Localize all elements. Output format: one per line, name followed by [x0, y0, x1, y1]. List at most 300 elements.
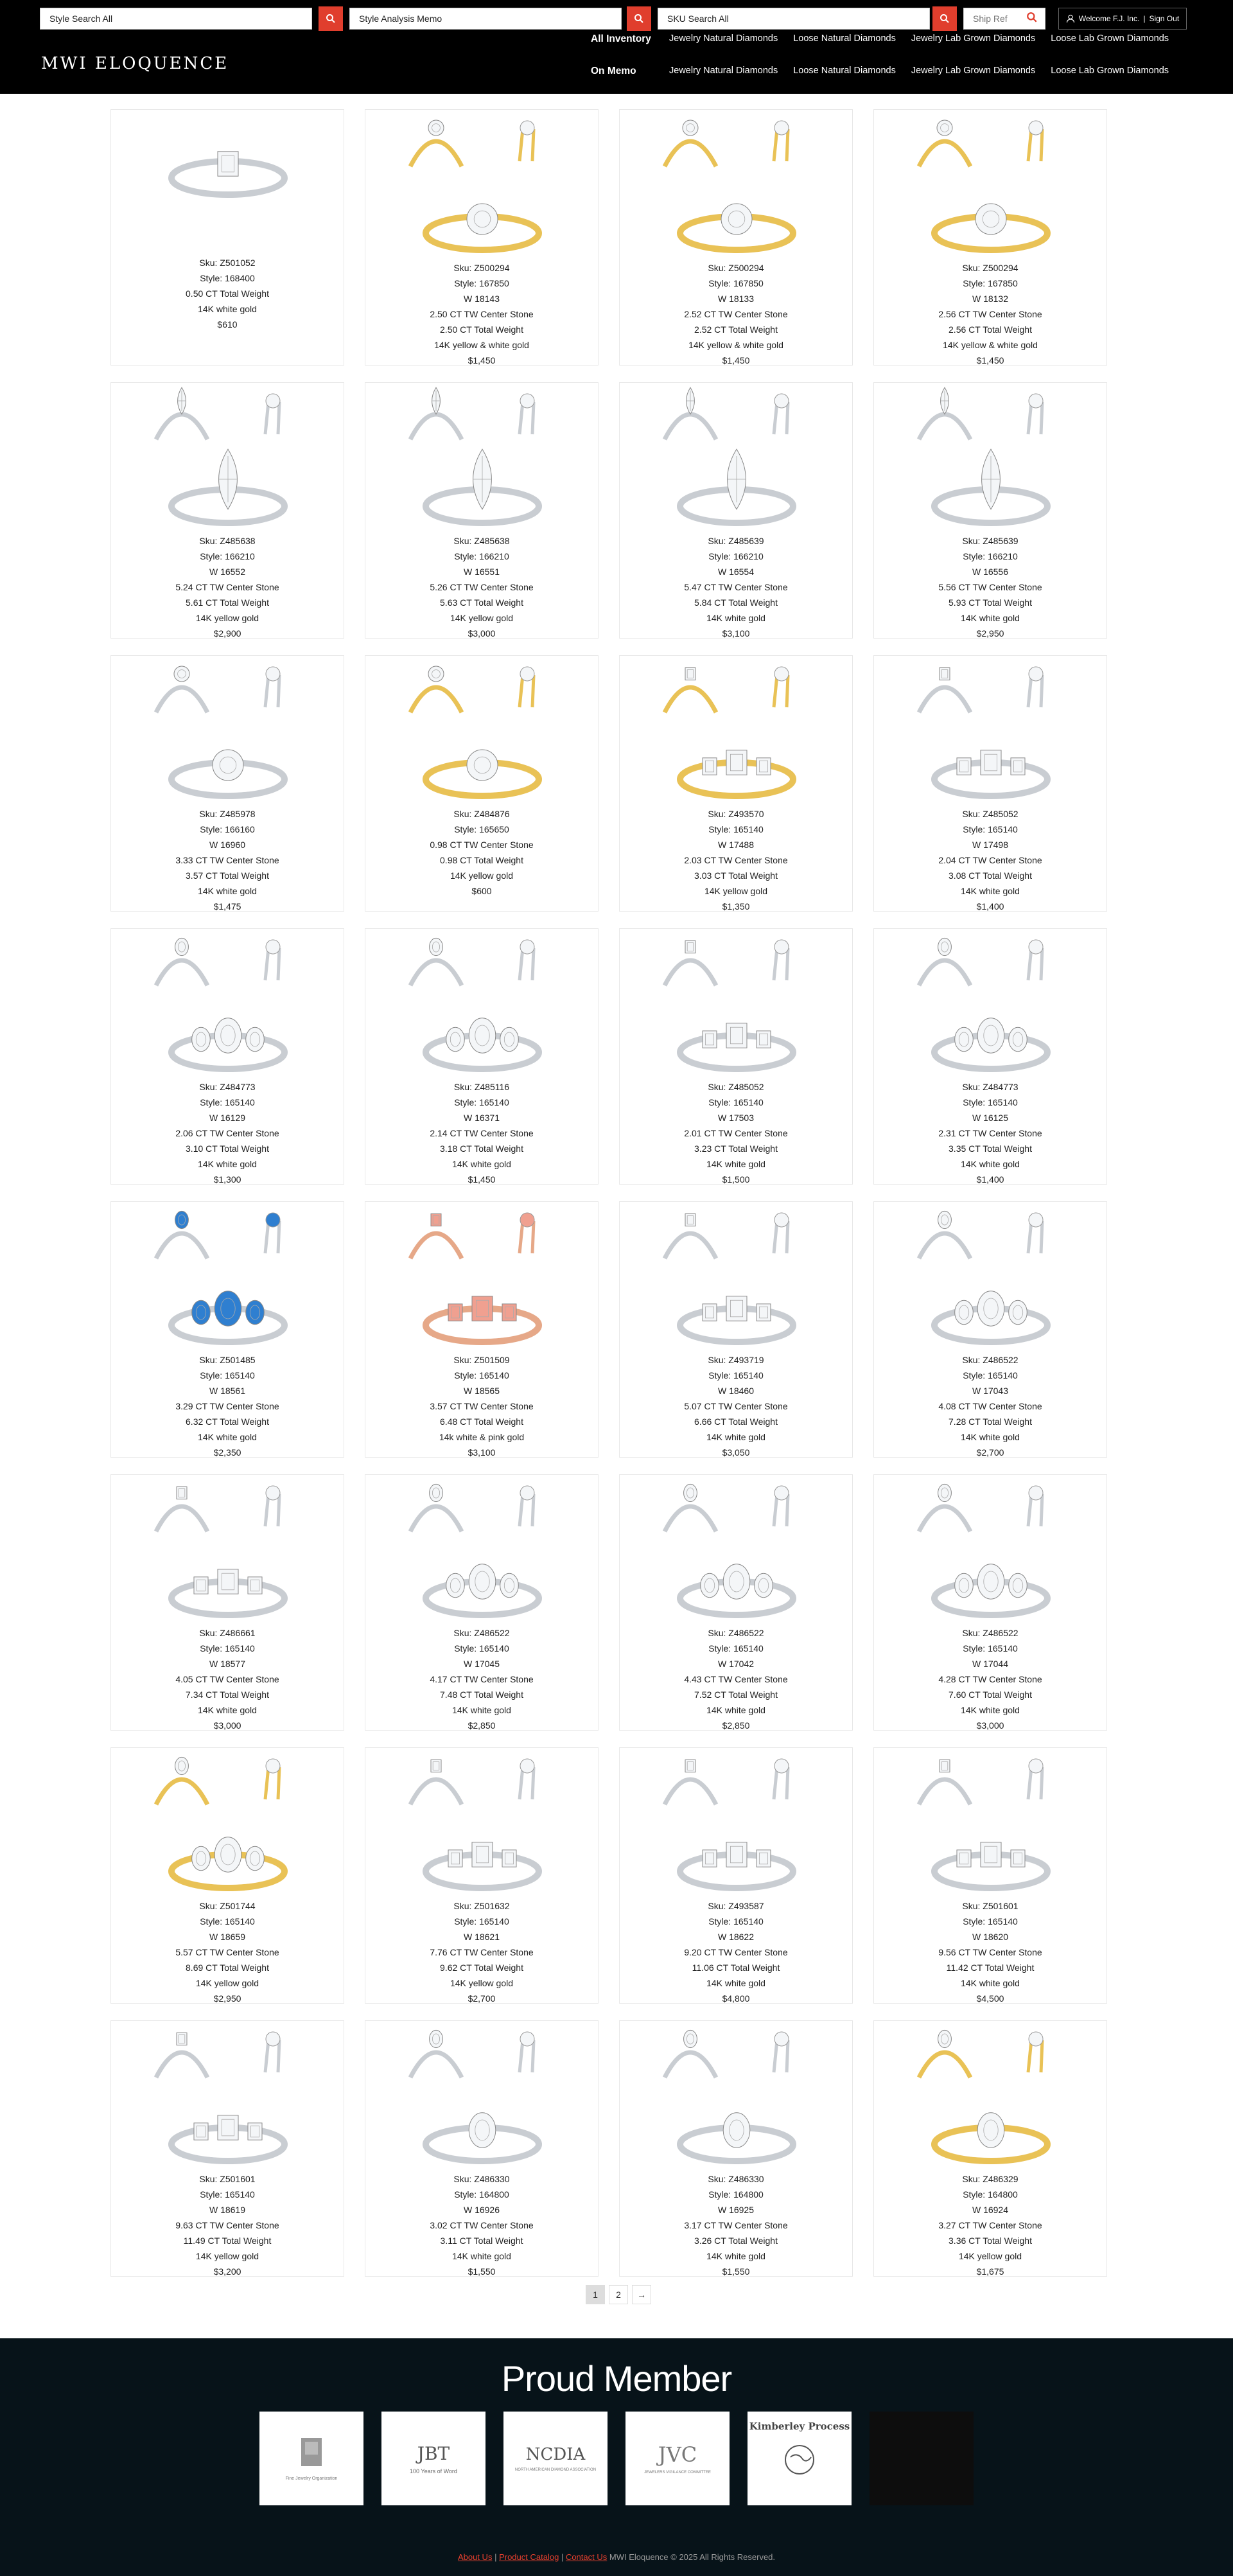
product-sku: Sku: Z486522	[453, 1628, 510, 1638]
ring-image[interactable]	[365, 383, 599, 531]
ring-image[interactable]	[365, 1748, 599, 1896]
ring-image[interactable]	[111, 1748, 345, 1896]
ring-image[interactable]	[365, 656, 599, 804]
product-sku: Sku: Z493570	[708, 809, 764, 819]
ring-image[interactable]	[620, 929, 853, 1077]
company-logo[interactable]: Fine Jewelry Organization	[259, 2412, 363, 2505]
product-sku: Sku: Z501744	[199, 1901, 256, 1911]
product-sku: Sku: Z500294	[962, 263, 1019, 273]
style-search-input[interactable]	[40, 8, 311, 29]
product-card[interactable]	[619, 109, 853, 366]
ring-image[interactable]	[111, 656, 345, 804]
product-detail-line: 2.50 CT TW Center Stone	[430, 309, 534, 319]
ring-image[interactable]	[874, 383, 1108, 531]
product-sku: Sku: Z485638	[199, 536, 256, 546]
product-detail-line: 5.47 CT TW Center Stone	[684, 582, 788, 592]
nav-all-inventory[interactable]: All Inventory	[591, 33, 651, 44]
product-detail-line: 4.05 CT TW Center Stone	[175, 1674, 279, 1684]
product-detail-line: 6.48 CT Total Weight	[440, 1416, 523, 1427]
nav-link[interactable]: Loose Natural Diamonds	[793, 66, 896, 76]
ncdia-logo[interactable]: NCDIA NORTH AMERICAN DIAMOND ASSOCIATION	[503, 2412, 608, 2505]
product-details	[365, 2171, 598, 2279]
product-details	[874, 1898, 1106, 2006]
welcome-text: Welcome F.J. Inc.	[1078, 14, 1140, 23]
sku-search-button[interactable]	[932, 6, 957, 31]
search-icon	[1026, 12, 1038, 23]
product-card[interactable]	[365, 382, 599, 639]
product-card[interactable]	[110, 382, 344, 639]
product-style: Style: 165140	[200, 2189, 255, 2200]
product-detail-line: W 16924	[972, 2205, 1009, 2215]
search-icon	[940, 13, 950, 24]
product-detail-line: 5.57 CT TW Center Stone	[175, 1947, 279, 1957]
product-style: Style: 165140	[454, 1370, 509, 1381]
product-detail-line: 11.49 CT Total Weight	[183, 2236, 272, 2246]
product-card[interactable]	[619, 382, 853, 639]
product-price: $1,300	[213, 1174, 241, 1185]
product-price: $4,800	[722, 1993, 750, 2004]
product-detail-line: 3.02 CT TW Center Stone	[430, 2220, 534, 2230]
contact-us-link[interactable]: Contact Us	[565, 2552, 608, 2562]
product-detail-line: 5.63 CT Total Weight	[440, 597, 523, 608]
product-detail-line: 4.28 CT TW Center Stone	[938, 1674, 1042, 1684]
page-2-button[interactable]: 2	[609, 2285, 628, 2304]
product-detail-line: W 17045	[463, 1659, 500, 1669]
product-card[interactable]	[365, 928, 599, 1185]
product-detail-line: W 17498	[972, 840, 1009, 850]
product-style: Style: 167850	[708, 278, 764, 288]
nav-link[interactable]: Jewelry Lab Grown Diamonds	[911, 33, 1036, 44]
product-detail-line: W 16552	[209, 567, 246, 577]
product-detail-line: W 18143	[463, 294, 500, 304]
product-card[interactable]	[110, 2020, 344, 2277]
product-detail-line: 14K yellow gold	[450, 613, 514, 623]
product-detail-line: 14K white gold	[198, 1432, 257, 1442]
dark-logo[interactable]	[870, 2412, 974, 2505]
product-style: Style: 165140	[200, 1916, 255, 1927]
product-price: $1,450	[468, 1174, 496, 1185]
header	[0, 0, 1233, 94]
product-detail-line: 7.28 CT Total Weight	[949, 1416, 1032, 1427]
product-details	[365, 533, 598, 641]
user-menu	[1058, 8, 1187, 30]
product-style: Style: 166210	[200, 551, 255, 561]
product-card[interactable]	[873, 1747, 1107, 2004]
product-detail-line: 5.61 CT Total Weight	[186, 597, 269, 608]
product-details	[111, 255, 344, 332]
style-search-field[interactable]	[40, 8, 312, 30]
product-details	[874, 1625, 1106, 1733]
product-detail-line: W 18620	[972, 1932, 1009, 1942]
next-page-button[interactable]: →	[632, 2285, 651, 2304]
product-sku: Sku: Z501052	[199, 258, 256, 268]
ring-image[interactable]	[111, 110, 345, 258]
product-card[interactable]	[110, 928, 344, 1185]
product-card[interactable]	[619, 655, 853, 912]
ring-image[interactable]	[874, 656, 1108, 804]
ring-image[interactable]	[365, 2021, 599, 2169]
ring-image[interactable]	[365, 110, 599, 258]
product-card[interactable]	[110, 655, 344, 912]
product-sku: Sku: Z493587	[708, 1901, 764, 1911]
ring-image[interactable]	[620, 110, 853, 258]
ring-image[interactable]	[111, 2021, 345, 2169]
separator: |	[1143, 14, 1146, 23]
product-price: $2,900	[213, 628, 241, 639]
ring-image[interactable]	[111, 929, 345, 1077]
product-sku: Sku: Z501601	[962, 1901, 1019, 1911]
product-price: $2,700	[468, 1993, 496, 2004]
product-detail-line: 14K white gold	[198, 1159, 257, 1169]
product-style: Style: 165140	[454, 1097, 509, 1107]
product-card[interactable]	[365, 2020, 599, 2277]
ring-image[interactable]	[111, 1475, 345, 1623]
product-card[interactable]	[110, 1747, 344, 2004]
product-card[interactable]	[365, 1474, 599, 1731]
product-detail-line: 2.06 CT TW Center Stone	[175, 1128, 279, 1138]
product-details	[620, 806, 852, 914]
product-card[interactable]	[365, 109, 599, 366]
product-detail-line: W 16554	[717, 567, 755, 577]
ring-image[interactable]	[874, 1475, 1108, 1623]
product-details	[365, 1898, 598, 2006]
style-analysis-input[interactable]	[350, 8, 621, 29]
ring-image[interactable]	[874, 110, 1108, 258]
style-analysis-search-button[interactable]	[627, 6, 651, 31]
product-detail-line: W 16551	[463, 567, 500, 577]
product-detail-line: 14K white gold	[706, 1978, 765, 1988]
search-icon	[634, 13, 644, 24]
product-detail-line: 9.56 CT TW Center Stone	[938, 1947, 1042, 1957]
product-detail-line: 3.26 CT Total Weight	[694, 2236, 778, 2246]
product-detail-line: 14K yellow & white gold	[688, 340, 783, 350]
product-sku: Sku: Z500294	[453, 263, 510, 273]
product-style: Style: 165140	[708, 1097, 764, 1107]
product-details	[620, 1079, 852, 1187]
ring-image[interactable]	[874, 929, 1108, 1077]
product-detail-line: 3.10 CT Total Weight	[186, 1143, 269, 1154]
ring-image[interactable]	[365, 1202, 599, 1350]
product-detail-line: 0.98 CT Total Weight	[440, 855, 523, 865]
product-detail-line: W 18133	[717, 294, 755, 304]
ring-image[interactable]	[620, 656, 853, 804]
ring-image[interactable]	[111, 1202, 345, 1350]
style-search-button[interactable]	[319, 6, 343, 31]
product-price: $2,700	[976, 1447, 1004, 1458]
product-card[interactable]	[873, 655, 1107, 912]
product-sku: Sku: Z486330	[453, 2174, 510, 2184]
copyright-text: MWI Eloquence © 2025 All Rights Reserved.	[609, 2552, 776, 2562]
product-detail-line: 9.20 CT TW Center Stone	[684, 1947, 788, 1957]
product-card[interactable]	[365, 1201, 599, 1458]
product-price: $2,950	[213, 1993, 241, 2004]
product-detail-line: W 16960	[209, 840, 246, 850]
sku-search-input[interactable]	[658, 8, 929, 29]
product-detail-line: 8.69 CT Total Weight	[186, 1963, 269, 1973]
product-detail-line: 7.52 CT Total Weight	[694, 1689, 778, 1700]
product-card[interactable]	[873, 1474, 1107, 1731]
product-detail-line: 4.17 CT TW Center Stone	[430, 1674, 534, 1684]
product-sku: Sku: Z485639	[708, 536, 764, 546]
product-style: Style: 166210	[963, 551, 1018, 561]
ring-image[interactable]	[365, 929, 599, 1077]
ring-image[interactable]	[620, 1202, 853, 1350]
product-detail-line: 14K white gold	[706, 1432, 765, 1442]
ring-image[interactable]	[874, 2021, 1108, 2169]
jvc-logo[interactable]: JVC JEWELERS VIGILANCE COMMITTEE	[625, 2412, 730, 2505]
product-price: $610	[217, 319, 238, 330]
nav-link[interactable]: Jewelry Lab Grown Diamonds	[911, 66, 1036, 76]
product-detail-line: 14K yellow gold	[195, 1978, 259, 1988]
product-detail-line: 3.33 CT TW Center Stone	[175, 855, 279, 865]
product-sku: Sku: Z485052	[962, 809, 1019, 819]
product-detail-line: W 16925	[717, 2205, 755, 2215]
jbt-logo[interactable]: JBT 100 Years of Word	[381, 2412, 485, 2505]
product-details	[620, 533, 852, 641]
product-grid	[110, 109, 1107, 2277]
product-detail-line: 9.63 CT TW Center Stone	[175, 2220, 279, 2230]
product-price: $1,550	[468, 2266, 496, 2277]
product-detail-line: 3.35 CT Total Weight	[949, 1143, 1032, 1154]
product-details	[365, 1625, 598, 1733]
product-card[interactable]	[873, 1201, 1107, 1458]
product-detail-line: 14K white gold	[452, 2251, 511, 2261]
ring-image[interactable]	[111, 383, 345, 531]
product-price: $1,350	[722, 901, 750, 912]
product-detail-line: 14K yellow gold	[450, 870, 514, 881]
nav-link[interactable]: Loose Lab Grown Diamonds	[1051, 66, 1169, 76]
product-price: $2,950	[976, 628, 1004, 639]
product-sku: Sku: Z485052	[708, 1082, 764, 1092]
product-card[interactable]	[619, 928, 853, 1185]
product-detail-line: 14K white gold	[961, 886, 1020, 896]
product-price: $1,400	[976, 901, 1004, 912]
ring-image[interactable]	[620, 2021, 853, 2169]
product-detail-line: W 18621	[463, 1932, 500, 1942]
product-card[interactable]	[619, 2020, 853, 2277]
product-detail-line: W 16556	[972, 567, 1009, 577]
product-detail-line: 3.11 CT Total Weight	[440, 2236, 523, 2246]
product-detail-line: 3.57 CT Total Weight	[186, 870, 269, 881]
product-card[interactable]	[873, 382, 1107, 639]
product-detail-line: 11.06 CT Total Weight	[692, 1963, 780, 1973]
product-details	[874, 533, 1106, 641]
product-card[interactable]	[873, 109, 1107, 366]
nav-row-all-inventory	[591, 33, 1169, 46]
product-detail-line: 14K white gold	[961, 1978, 1020, 1988]
product-detail-line: 14K yellow gold	[958, 2251, 1022, 2261]
product-price: $3,000	[976, 1720, 1004, 1731]
product-details	[874, 806, 1106, 914]
product-card[interactable]	[110, 109, 344, 366]
sku-search-field[interactable]	[658, 8, 930, 30]
product-price: $2,350	[213, 1447, 241, 1458]
style-analysis-field[interactable]	[349, 8, 622, 30]
product-detail-line: 3.08 CT Total Weight	[949, 870, 1032, 881]
product-card[interactable]	[619, 1474, 853, 1731]
product-detail-line: 14K yellow gold	[704, 886, 768, 896]
product-detail-line: 3.57 CT TW Center Stone	[430, 1401, 534, 1411]
product-detail-line: 2.01 CT TW Center Stone	[684, 1128, 788, 1138]
product-card[interactable]	[873, 2020, 1107, 2277]
product-detail-line: W 17043	[972, 1386, 1009, 1396]
product-style: Style: 165140	[454, 1916, 509, 1927]
product-style: Style: 165140	[708, 1916, 764, 1927]
product-detail-line: 4.08 CT TW Center Stone	[938, 1401, 1042, 1411]
product-detail-line: 14K yellow gold	[195, 2251, 259, 2261]
product-details	[365, 260, 598, 368]
ring-image[interactable]	[620, 1748, 853, 1896]
product-style: Style: 165140	[708, 824, 764, 834]
pagination	[586, 2285, 651, 2304]
product-card[interactable]	[619, 1201, 853, 1458]
product-catalog-link[interactable]: Product Catalog	[499, 2552, 559, 2562]
product-detail-line: 2.56 CT TW Center Stone	[938, 309, 1042, 319]
product-detail-line: 2.04 CT TW Center Stone	[938, 855, 1042, 865]
product-card[interactable]	[365, 1747, 599, 2004]
site-logo[interactable]: MWI ELOQUENCE	[41, 54, 229, 73]
product-detail-line: 14K white gold	[961, 613, 1020, 623]
product-detail-line: 2.14 CT TW Center Stone	[430, 1128, 534, 1138]
product-style: Style: 167850	[963, 278, 1018, 288]
product-detail-line: 5.26 CT TW Center Stone	[430, 582, 534, 592]
product-price: $3,000	[468, 628, 496, 639]
nav-link[interactable]: Loose Lab Grown Diamonds	[1051, 33, 1169, 44]
product-detail-line: 2.03 CT TW Center Stone	[684, 855, 788, 865]
product-price: $2,850	[722, 1720, 750, 1731]
product-detail-line: W 18622	[717, 1932, 755, 1942]
product-detail-line: W 17488	[717, 840, 755, 850]
product-card[interactable]	[110, 1201, 344, 1458]
product-card[interactable]	[619, 1747, 853, 2004]
product-detail-line: 14K white gold	[961, 1705, 1020, 1715]
product-details	[874, 1079, 1106, 1187]
product-detail-line: W 18565	[463, 1386, 500, 1396]
search-icon	[326, 13, 336, 24]
product-detail-line: 7.60 CT Total Weight	[949, 1689, 1032, 1700]
product-detail-line: 3.27 CT TW Center Stone	[938, 2220, 1042, 2230]
product-price: $1,675	[976, 2266, 1004, 2277]
product-detail-line: 14K white gold	[961, 1432, 1020, 1442]
product-details	[111, 1079, 344, 1187]
product-details	[111, 533, 344, 641]
ring-image[interactable]	[874, 1202, 1108, 1350]
product-price: $1,450	[722, 355, 750, 366]
product-price: $4,500	[976, 1993, 1004, 2004]
product-style: Style: 164800	[454, 2189, 509, 2200]
ring-image[interactable]	[620, 1475, 853, 1623]
product-detail-line: 5.93 CT Total Weight	[949, 597, 1032, 608]
product-detail-line: W 16129	[209, 1113, 246, 1123]
product-detail-line: 2.56 CT Total Weight	[949, 324, 1032, 335]
product-style: Style: 164800	[708, 2189, 764, 2200]
nav-row-on-memo	[591, 66, 1169, 78]
product-detail-line: 3.29 CT TW Center Stone	[175, 1401, 279, 1411]
product-detail-line: 6.66 CT Total Weight	[694, 1416, 778, 1427]
product-card[interactable]	[110, 1474, 344, 1731]
product-detail-line: 14K white gold	[706, 1705, 765, 1715]
product-details	[111, 2171, 344, 2279]
product-price: $1,450	[976, 355, 1004, 366]
product-style: Style: 165140	[963, 824, 1018, 834]
product-detail-line: 2.50 CT Total Weight	[440, 324, 523, 335]
product-detail-line: W 17503	[717, 1113, 755, 1123]
product-price: $1,475	[213, 901, 241, 912]
product-sku: Sku: Z500294	[708, 263, 764, 273]
product-style: Style: 165140	[200, 1370, 255, 1381]
ring-image[interactable]	[620, 383, 853, 531]
kimberley-process-logo[interactable]: Kimberley Process	[748, 2412, 852, 2505]
product-details	[111, 1898, 344, 2006]
product-style: Style: 168400	[200, 273, 255, 283]
nav-link[interactable]: Jewelry Natural Diamonds	[669, 33, 778, 44]
product-detail-line: 14K yellow gold	[195, 613, 259, 623]
product-detail-line: 2.52 CT TW Center Stone	[684, 309, 788, 319]
product-style: Style: 164800	[963, 2189, 1018, 2200]
product-sku: Sku: Z484876	[453, 809, 510, 819]
product-detail-line: 14K yellow & white gold	[434, 340, 529, 350]
nav-link[interactable]: Loose Natural Diamonds	[793, 33, 896, 44]
product-detail-line: 14K white gold	[452, 1705, 511, 1715]
product-style: Style: 165140	[963, 1643, 1018, 1654]
product-sku: Sku: Z484773	[962, 1082, 1019, 1092]
ring-image[interactable]	[874, 1748, 1108, 1896]
product-style: Style: 165140	[708, 1643, 764, 1654]
product-detail-line: 5.56 CT TW Center Stone	[938, 582, 1042, 592]
ring-image[interactable]	[365, 1475, 599, 1623]
page-1-button[interactable]: 1	[586, 2285, 605, 2304]
copyright-bar: About Us | Product Catalog | Contact Us MWI Eloquence © 2025 All Rights Reserved.	[457, 2552, 776, 2562]
product-detail-line: 7.76 CT TW Center Stone	[430, 1947, 534, 1957]
product-sku: Sku: Z486329	[962, 2174, 1019, 2184]
nav-link[interactable]: Jewelry Natural Diamonds	[669, 66, 778, 76]
product-details	[111, 1352, 344, 1460]
proud-member-title: Proud Member	[501, 2358, 732, 2399]
product-sku: Sku: Z486661	[199, 1628, 256, 1638]
product-price: $1,450	[468, 355, 496, 366]
sign-out-link[interactable]: Sign Out	[1149, 14, 1180, 23]
product-detail-line: 14K white gold	[198, 304, 257, 314]
product-details	[365, 1079, 598, 1187]
nav-on-memo[interactable]: On Memo	[591, 66, 636, 76]
product-detail-line: 0.98 CT TW Center Stone	[430, 840, 534, 850]
product-details	[874, 2171, 1106, 2279]
product-detail-line: W 18577	[209, 1659, 246, 1669]
product-details	[620, 1625, 852, 1733]
product-detail-line: 14K white gold	[452, 1159, 511, 1169]
product-details	[365, 1352, 598, 1460]
product-style: Style: 165140	[963, 1097, 1018, 1107]
product-detail-line: 14K white gold	[198, 1705, 257, 1715]
product-price: $1,550	[722, 2266, 750, 2277]
user-icon	[1066, 14, 1075, 23]
product-card[interactable]	[873, 928, 1107, 1185]
about-us-link[interactable]: About Us	[457, 2552, 493, 2562]
product-sku: Sku: Z485978	[199, 809, 256, 819]
product-detail-line: 14K white gold	[961, 1159, 1020, 1169]
product-detail-line: W 18659	[209, 1932, 246, 1942]
product-detail-line: 11.42 CT Total Weight	[946, 1963, 1035, 1973]
product-style: Style: 165140	[708, 1370, 764, 1381]
product-details	[365, 806, 598, 899]
ship-ref-search-button[interactable]	[1026, 12, 1038, 26]
product-style: Style: 166210	[708, 551, 764, 561]
product-detail-line: 3.18 CT Total Weight	[440, 1143, 523, 1154]
product-sku: Sku: Z485116	[453, 1082, 510, 1092]
product-sku: Sku: Z501485	[199, 1355, 256, 1365]
product-card[interactable]	[365, 655, 599, 912]
product-price: $3,200	[213, 2266, 241, 2277]
